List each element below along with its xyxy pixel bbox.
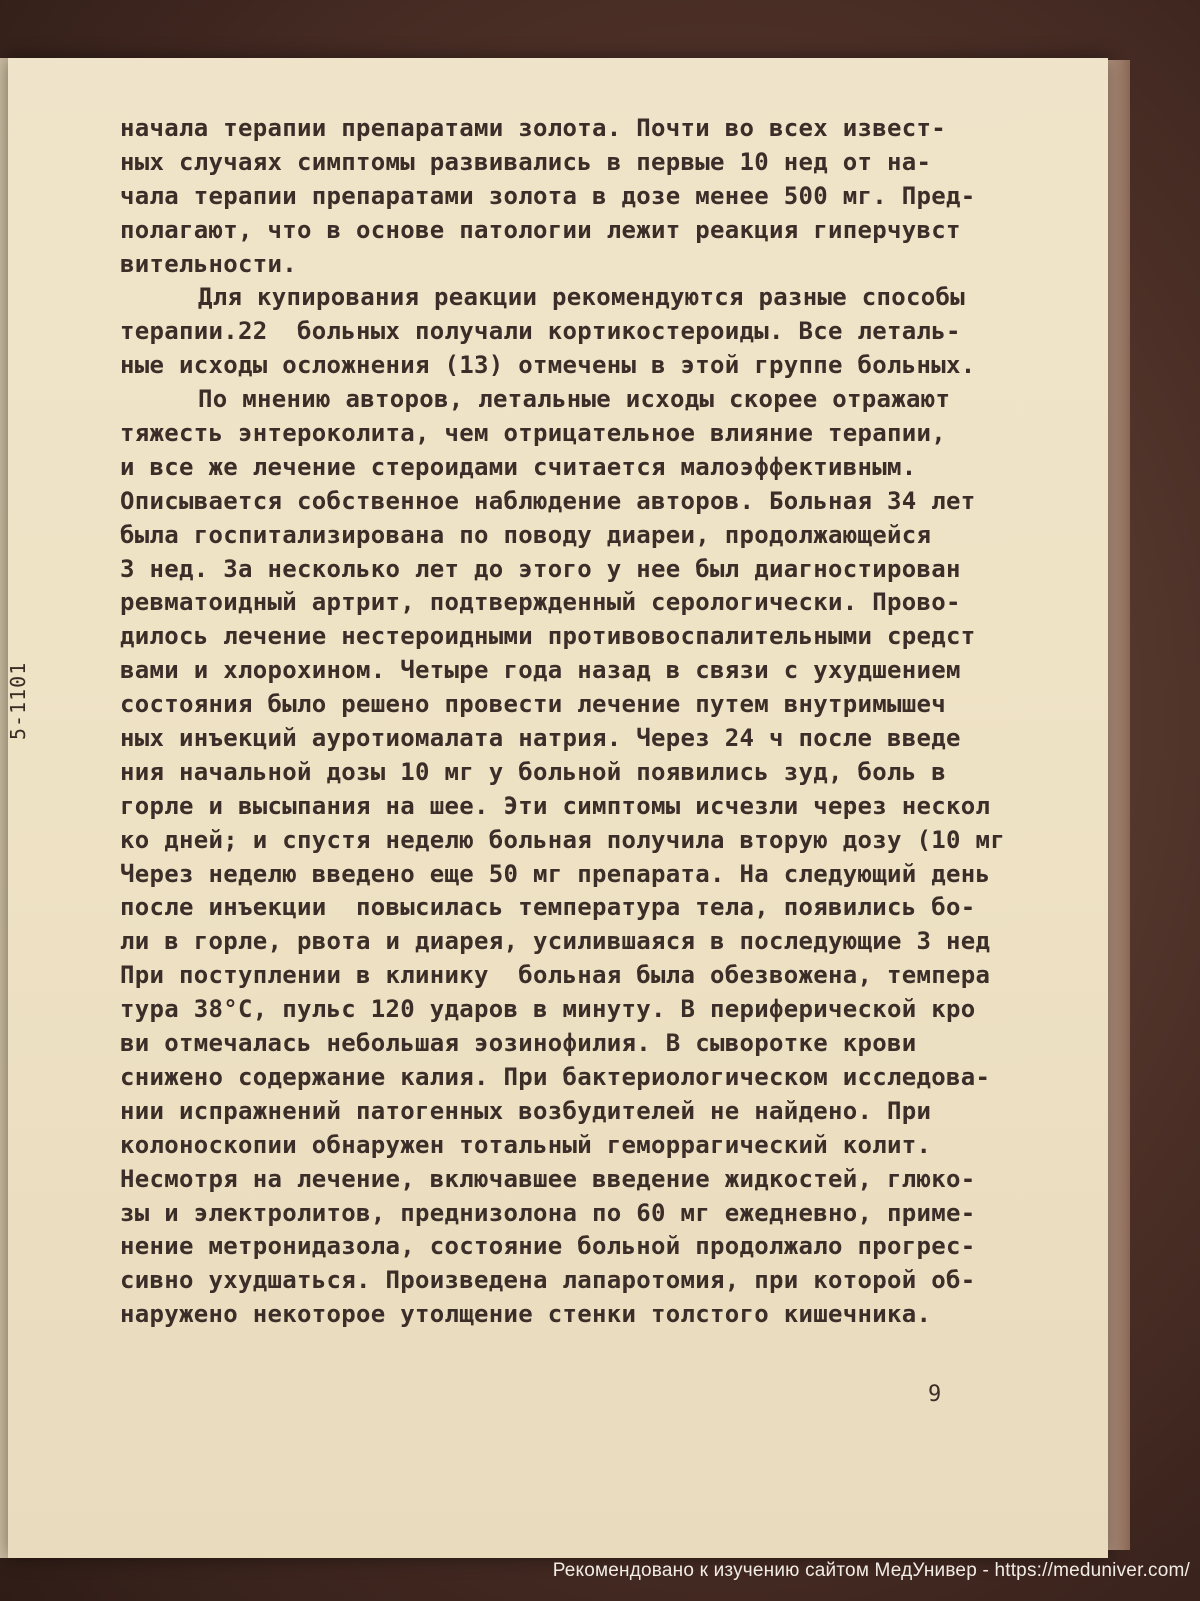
text-line: ния начальной дозы 10 мг у больной появились зуд, боль в xyxy=(120,757,946,786)
text-line: ных случаях симптомы развивались в первые 10 нед от на- xyxy=(120,147,932,176)
text-line: По мнению авторов, летальные исходы скорее отражают xyxy=(198,385,951,414)
text-line: наружено некоторое утолщение стенки толстого кишечника. xyxy=(120,1300,932,1329)
text-line: и все же лечение стероидами считается малоэффективным. xyxy=(120,452,917,481)
text-line: ные исходы осложнения (13) отмечены в этой группе больных. xyxy=(120,351,976,380)
text-line: вами и хлорохином. Четыре года назад в связи с ухудшением xyxy=(120,656,961,685)
text-line: ко дней; и спустя неделю больная получила вторую дозу (10 мг xyxy=(120,825,1005,854)
text-line: начала терапии препаратами золота. Почти во всех извест- xyxy=(120,114,946,142)
text-line: зы и электролитов, преднизолона по 60 мг ежедневно, приме- xyxy=(120,1198,976,1227)
text-line: была госпитализирована по поводу диареи, продолжающейся xyxy=(120,520,932,549)
footer-note: Рекомендовано к изучению сайтом МедУнивер - https://meduniver.com/ xyxy=(552,1560,1190,1581)
text-line: Для купирования реакции рекомендуются разные способы xyxy=(198,283,965,312)
text-line: дилось лечение нестероидными противовоспалительными средст xyxy=(120,622,976,651)
text-line: терапии.22 больных получали кортикостероиды. Все леталь- xyxy=(120,317,961,346)
text-line: При поступлении в клинику больная была обезвожена, темпера xyxy=(120,961,991,990)
text-line: снижено содержание калия. При бактериологическом исследова- xyxy=(120,1062,991,1091)
text-line: после инъекции повысилась температура тела, появились бо- xyxy=(120,893,976,922)
text-line: нение метронидазола, состояние больной продолжало прогрес- xyxy=(120,1232,976,1261)
page-edge xyxy=(1108,60,1130,1550)
text-line: сивно ухудшаться. Произведена лапаротомия, при которой об- xyxy=(120,1266,976,1295)
text-line: чала терапии препаратами золота в дозе менее 500 мг. Пред- xyxy=(120,181,976,210)
page-number: 9 xyxy=(928,1382,942,1407)
text-line: ли в горле, рвота и диарея, усилившаяся в последующие 3 нед xyxy=(120,927,991,956)
text-line: горле и высыпания на шее. Эти симптомы исчезли через нескол xyxy=(120,791,991,820)
text-line: Описывается собственное наблюдение авторов. Больная 34 лет xyxy=(120,486,976,515)
page-binding xyxy=(0,58,8,1558)
text-line: нии испражнений патогенных возбудителей не найдено. При xyxy=(120,1096,932,1125)
text-line: колоноскопии обнаружен тотальный геморрагический колит. xyxy=(120,1130,932,1159)
document-text xyxy=(120,112,1005,1332)
text-line: вительности. xyxy=(120,249,297,278)
text-line: ви отмечалась небольшая эозинофилия. В сыворотке крови xyxy=(120,1029,917,1058)
text-line: ных инъекций ауротиомалата натрия. Через 24 ч после введе xyxy=(120,724,961,753)
text-line: полагают, что в основе патологии лежит реакция гиперчувст xyxy=(120,215,961,244)
text-line: Несмотря на лечение, включавшее введение жидкостей, глюко- xyxy=(120,1164,976,1193)
text-line: состояния было решено провести лечение путем внутримышеч xyxy=(120,690,946,719)
text-line: тяжесть энтероколита, чем отрицательное влияние терапии, xyxy=(120,419,946,448)
text-line: Через неделю введено еще 50 мг препарата. На следующий день xyxy=(120,859,991,888)
margin-mark: 5-1101 xyxy=(6,661,30,740)
text-line: тура 38°С, пульс 120 ударов в минуту. В периферической кро xyxy=(120,995,976,1024)
text-line: ревматоидный артрит, подтвержденный серологически. Прово- xyxy=(120,588,961,617)
text-line: 3 нед. За несколько лет до этого у нее был диагностирован xyxy=(120,554,961,583)
